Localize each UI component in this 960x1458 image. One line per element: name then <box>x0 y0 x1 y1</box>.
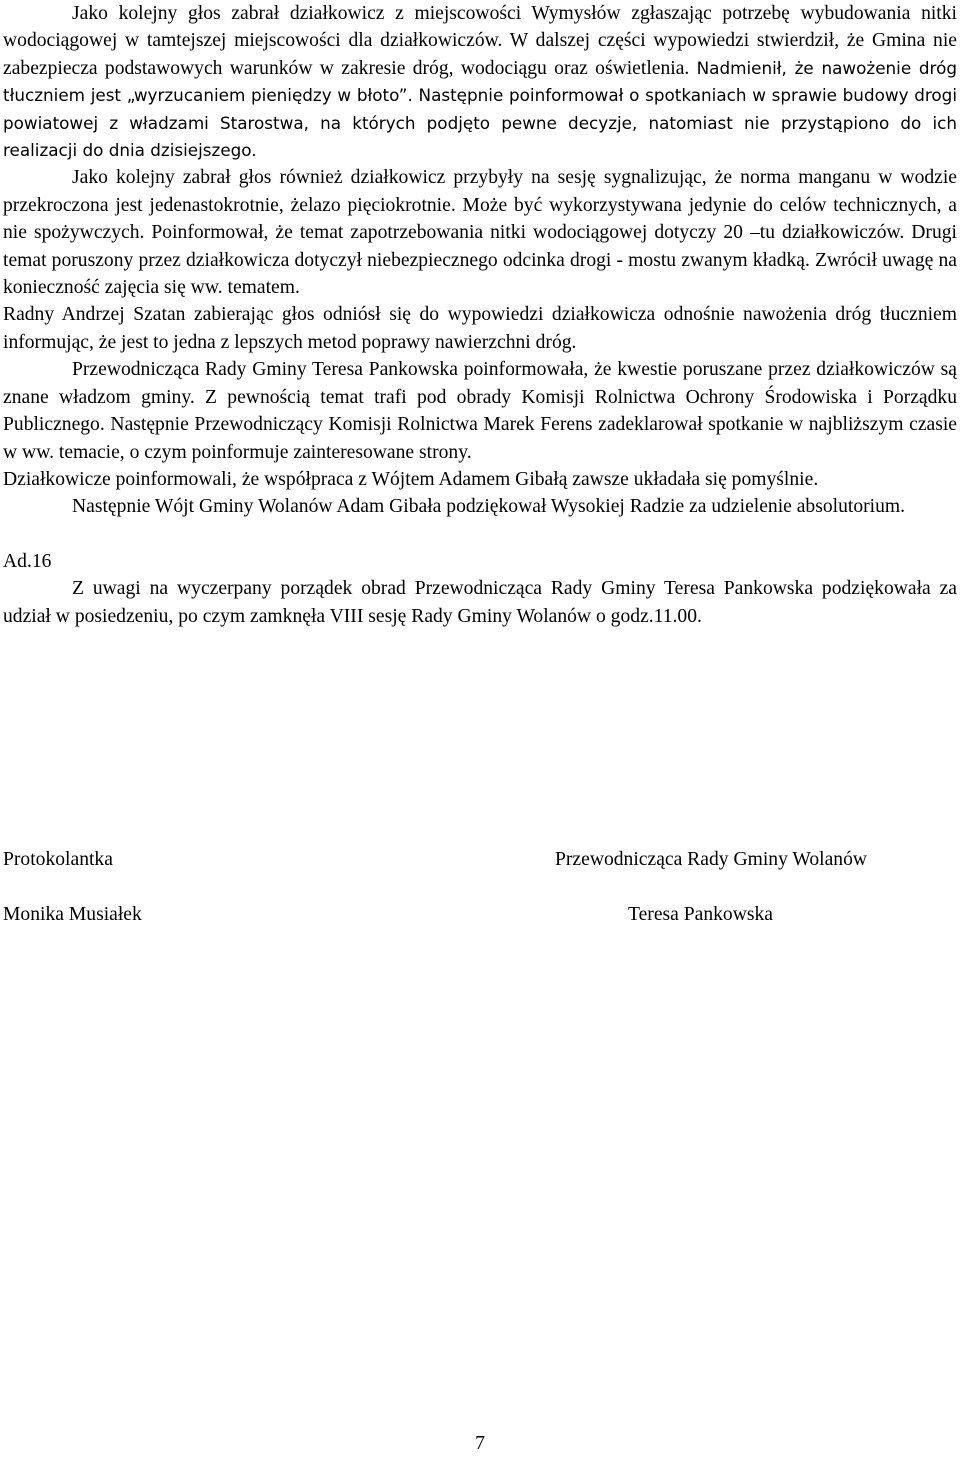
paragraph-text: Następnie Wójt Gminy Wolanów Adam Gibała podziękował Wysokiej Radzie za udzielenie absolutorium. <box>72 496 906 518</box>
signature-titles-row <box>3 846 957 874</box>
signature-right-name: Teresa Pankowska <box>628 904 773 925</box>
page-number: 7 <box>475 1433 485 1454</box>
paragraph-cooperation <box>3 466 957 493</box>
paragraph-text: Działkowicze poinformowali, że współpraca z Wójtem Adamem Gibałą zawsze układała się pomyślnie. <box>3 468 819 490</box>
paragraph-text: Jako kolejny zabrał głos również działkowicz przybyły na sesję sygnalizując, że norma manganu w wodzie przekroczona jest jedenastokrotnie, żelazo pięciokrotnie. Może być wykorzystywana jedynie do celów technicznych, a nie spożywczych. Poinformował, że temat zapotrzebowania nitki wodociągowej dotyczy 20 –tu działkowiczów. Drugi temat poruszony przez działkowicza dotyczył niebezpiecznego odcinka drogi - mostu zwanym kładką. Zwrócił uwagę na konieczność zajęcia się ww. tematem. <box>3 167 957 299</box>
blank-line <box>3 521 957 548</box>
paragraph-councillor-szatan <box>3 301 957 356</box>
signature-names-row <box>3 901 957 929</box>
paragraph-wojt-thanks <box>3 493 957 520</box>
paragraph-text: Jako kolejny głos zabrał działkowicz z miejscowości Wymysłów zgłaszając potrzebę wybudowania nitki wodociągowej w tamtejszej miejscowości dla działkowiczów. W dalszej części wypowiedzi stwierdził, że Gmina nie zabezpiecza podstawowych warunków w zakresie dróg, wodociągu oraz oświetlenia. <box>3 3 957 79</box>
closing-paragraph: Z uwagi na wyczerpany porządek obrad Przewodnicząca Rady Gminy Teresa Pankowska podziękowała za udział w posiedzeniu, po czym zamknęła VIII sesję Rady Gminy Wolanów o godz.11.00. <box>3 578 957 627</box>
signature-left-name: Monika Musiałek <box>3 904 142 925</box>
paragraph-text: Przewodnicząca Rady Gminy Teresa Pankowska poinformowała, że kwestie poruszane przez działkowiczów są znane władzom gminy. Z pewnością temat trafi pod obrady Komisji Rolnictwa Ochrony Środowiska i Porządku Publicznego. Następnie Przewodniczący Komisji Rolnictwa Marek Ferens zadeklarował spotkanie w najbliższym czasie w ww. temacie, o czym poinformuje zainteresowane strony. <box>3 359 957 463</box>
paragraph-text: Radny Andrzej Szatan zabierając głos odniósł się do wypowiedzi działkowicza odnośnie nawożenia dróg tłuczniem informując, że jest to jedna z lepszych metod poprawy nawierzchni dróg. <box>3 304 957 353</box>
paragraph-chairwoman-response <box>3 356 957 466</box>
paragraph-wymyslow-resident <box>3 0 957 164</box>
signature-left-title: Protokolantka <box>3 849 113 870</box>
paragraph-water-quality <box>3 164 957 301</box>
section-heading: Ad.16 <box>3 550 52 572</box>
paragraph-text-sans: Nadmienił, że nawożenie dróg tłuczniem jest „wyrzucaniem pieniędzy w błoto”. Następnie poinformował o spotkaniach w sprawie budowy drogi powiatowej z władzami Starostwa, na których podjęto pewne decyzje, natomiast nie przystąpiono do ich realizacji do dnia dzisiejszego. <box>3 57 957 161</box>
signature-right-title: Przewodnicząca Rady Gminy Wolanów <box>555 849 868 870</box>
document-body <box>3 0 957 630</box>
